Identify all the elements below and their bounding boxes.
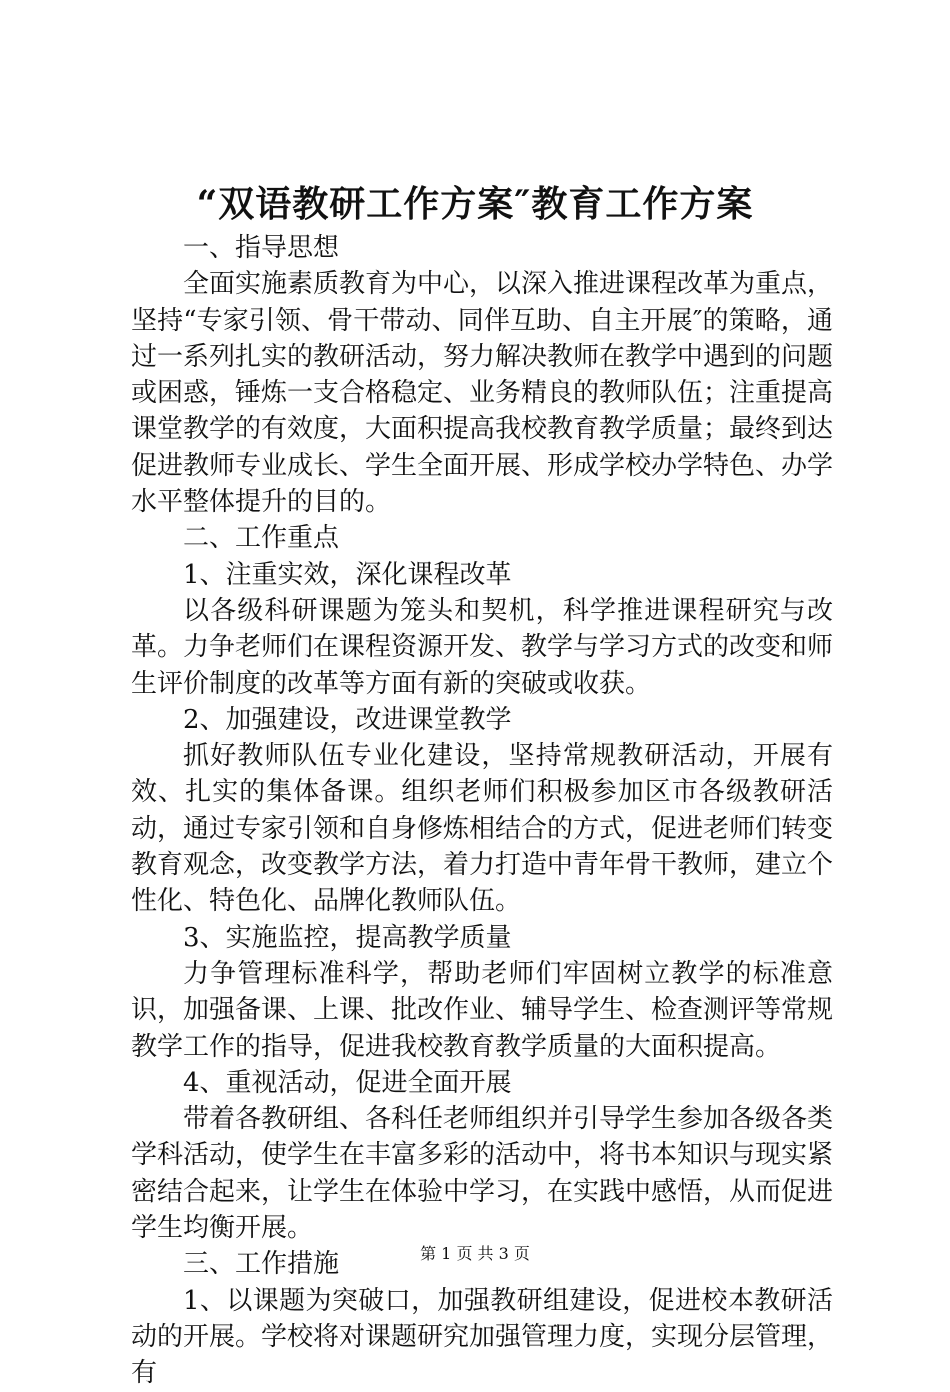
subheading-focus-3: 3、实施监控，提高教学质量 bbox=[183, 922, 512, 953]
heading-guiding-ideology: 一、指导思想 bbox=[183, 233, 340, 263]
subheading-focus-2: 2、加强建设，改进课堂教学 bbox=[183, 704, 512, 735]
paragraph-focus-3: 力争管理标准科学，帮助老师们牢固树立教学的标准意识，加强备课、上课、批改作业、辅导学生、检查测评等常规教学工作的指导，促进我校教育教学质量的大面积提高。 bbox=[131, 958, 834, 1062]
paragraph-guiding-ideology: 全面实施素质教育为中心，以深入推进课程改革为重点，坚持“专家引领、骨干带动、同伴互助、自主开展″的策略，通过一系列扎实的教研活动，努力解决教师在教学中遇到的问题或困惑，锤炼一支合格稳定、业务精良的教师队伍；注重提高课堂教学的有效度，大面积提高我校教育教学质量；最终到达促进教师专业成长、学生全面开展、形成学校办学特色、办学水平整体提升的目的。 bbox=[131, 269, 834, 518]
paragraph-focus-2: 抓好教师队伍专业化建设，坚持常规教研活动，开展有效、扎实的集体备课。组织老师们积极参加区市各级教研活动，通过专家引领和自身修炼相结合的方式，促进老师们转变教育观念，改变教学方法，着力打造中青年骨干教师，建立个性化、特色化、品牌化教师队伍。 bbox=[131, 741, 834, 917]
subheading-focus-4: 4、重视活动，促进全面开展 bbox=[183, 1067, 512, 1098]
document-body bbox=[131, 230, 833, 1392]
paragraph-focus-4: 带着各教研组、各科任老师组织并引导学生参加各级各类学科活动，使学生在丰富多彩的活动中，将书本知识与现实紧密结合起来，让学生在体验中学习，在实践中感悟，从而促进学生均衡开展。 bbox=[131, 1104, 834, 1244]
heading-work-measures: 三、工作措施 bbox=[183, 1249, 340, 1280]
paragraph-focus-1: 以各级科研课题为笼头和契机，科学推进课程研究与改革。力争老师们在课程资源开发、教学与学习方式的改变和师生评价制度的改革等方面有新的突破或收获。 bbox=[131, 595, 834, 699]
document-title: “双语教研工作方案″教育工作方案 bbox=[196, 183, 754, 225]
subheading-focus-1: 1、注重实效，深化课程改革 bbox=[183, 559, 512, 590]
page-number-footer: 第 1 页 共 3 页 bbox=[420, 1244, 530, 1263]
heading-work-focus: 二、工作重点 bbox=[183, 523, 340, 554]
paragraph-measure-1: 1、以课题为突破口，加强教研组建设，促进校本教研活动的开展。学校将对课题研究加强管理力度，实现分层管理，有 bbox=[131, 1285, 834, 1389]
